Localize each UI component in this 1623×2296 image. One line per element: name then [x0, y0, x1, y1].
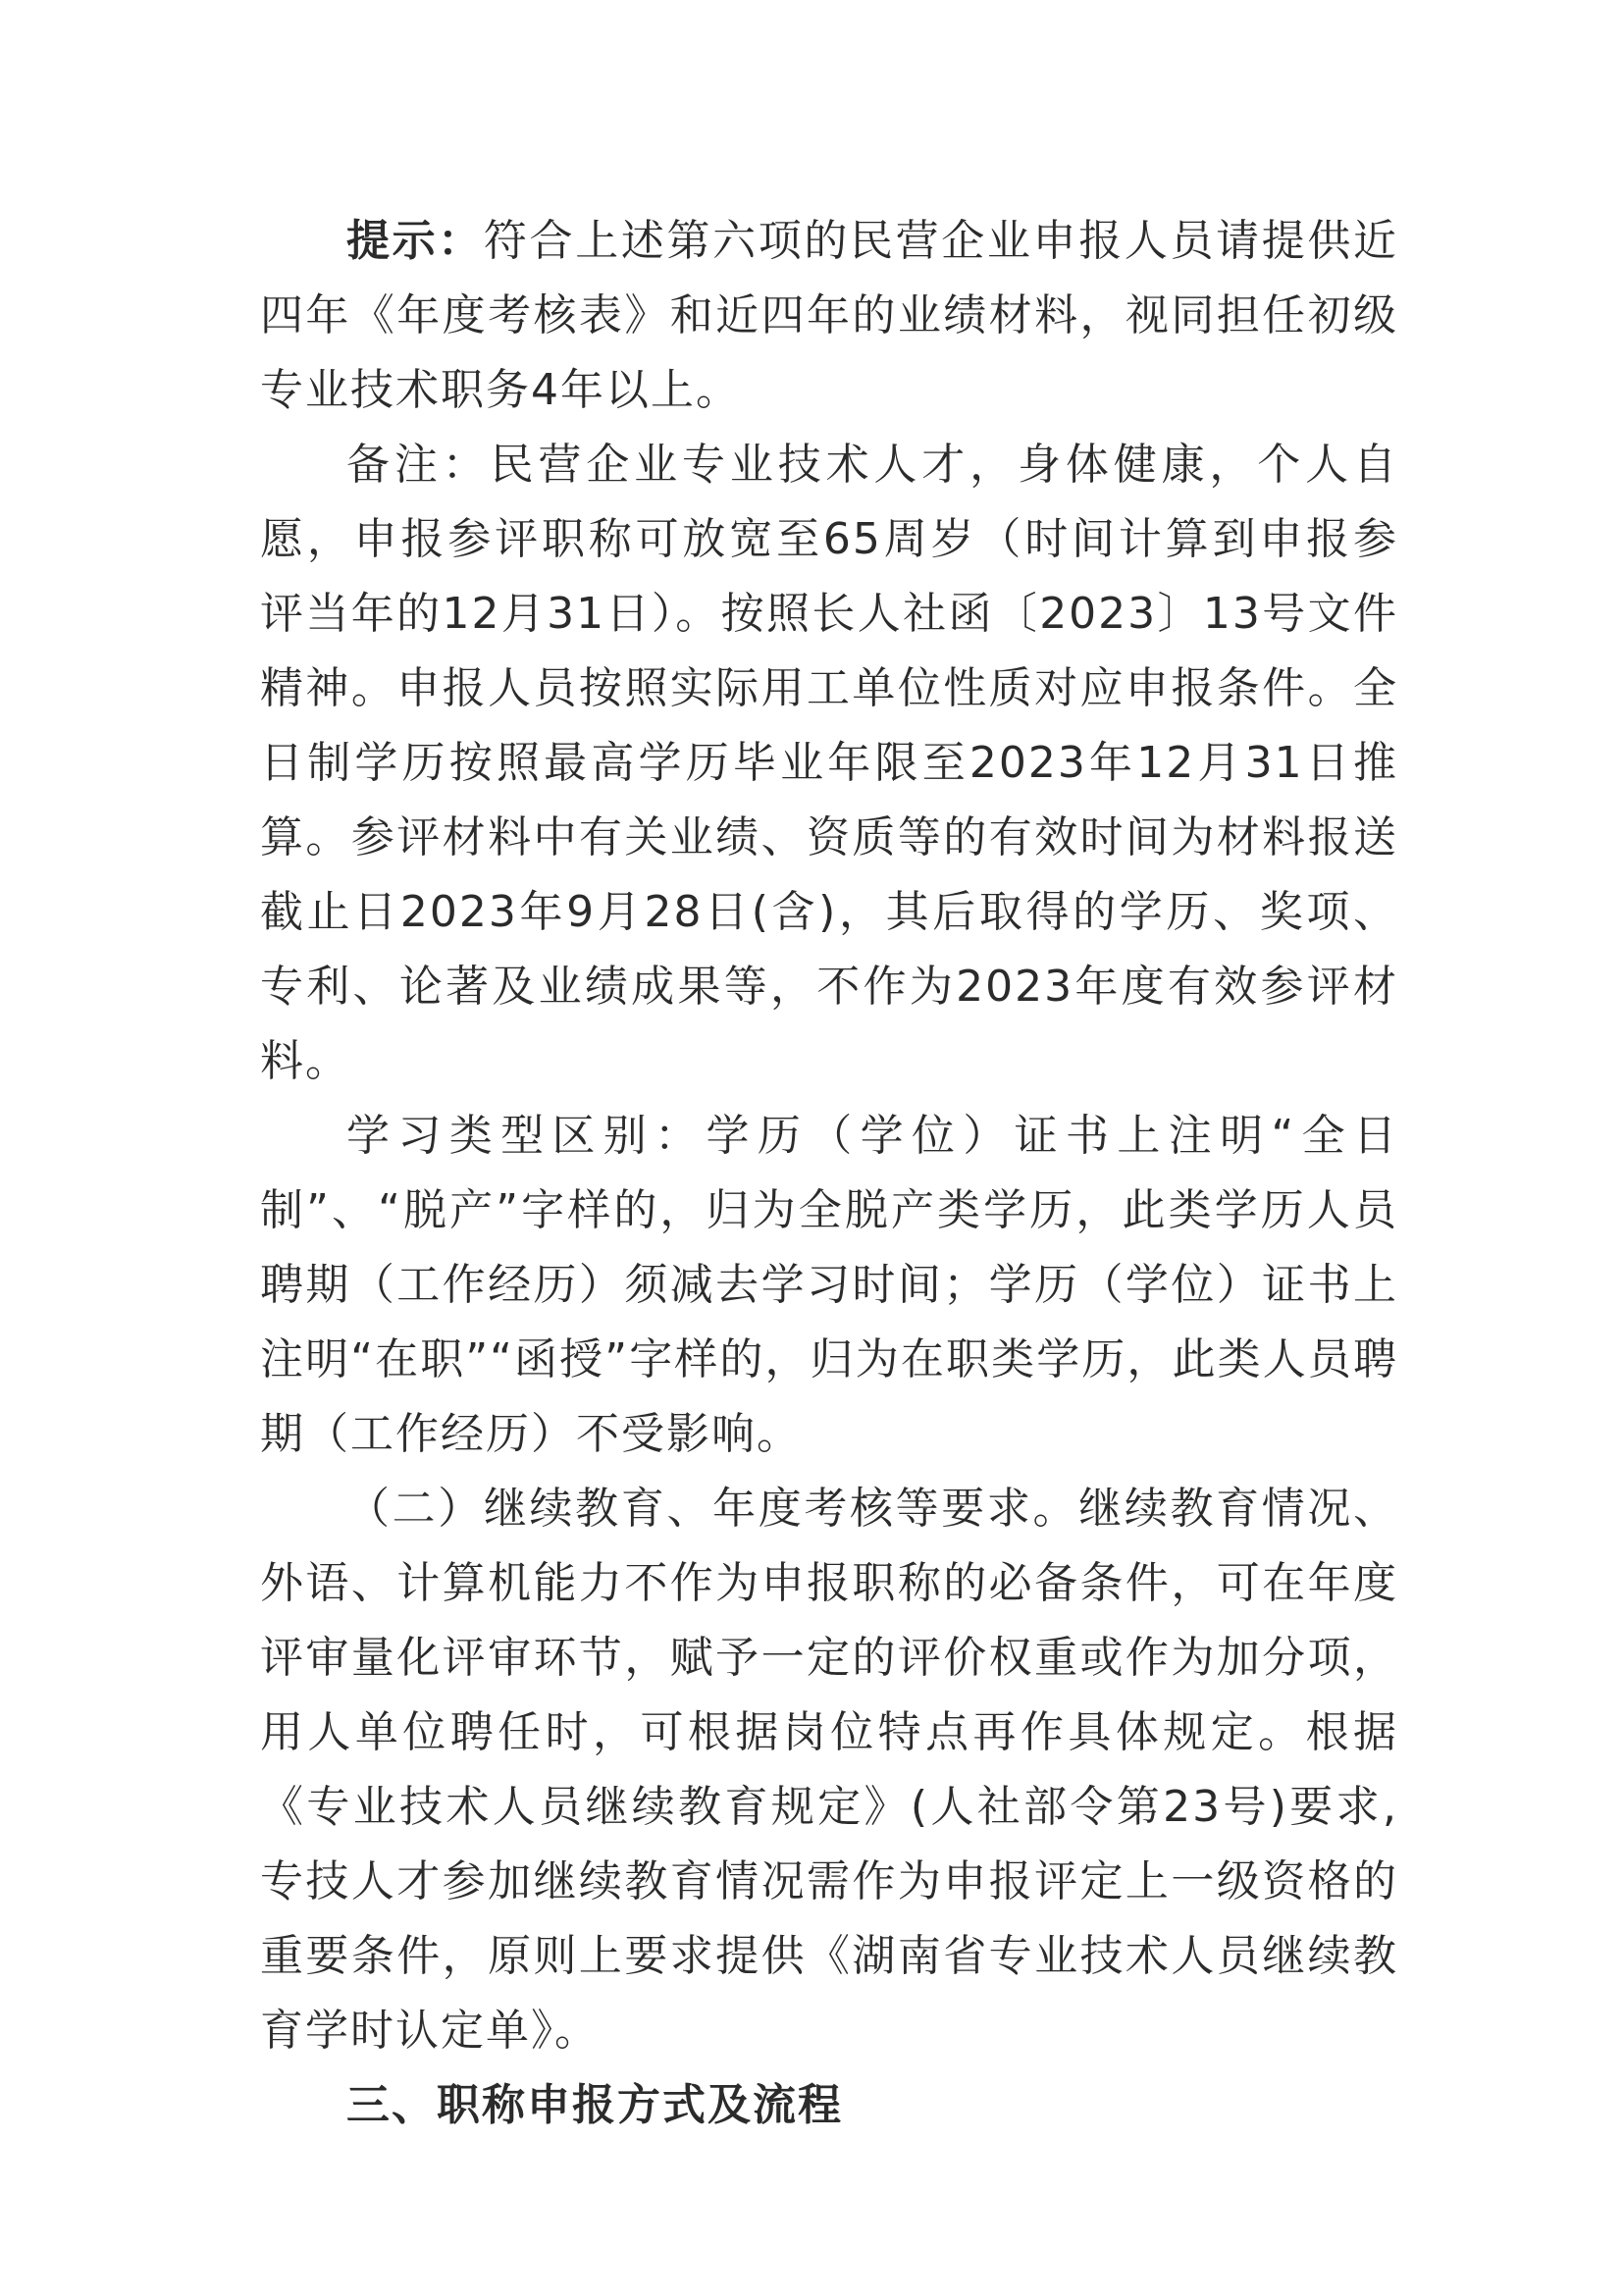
note-paragraph: 备注：民营企业专业技术人才，身体健康，个人自愿，申报参评职称可放宽至65周岁（时间计算到申报参评当年的12月31日）。按照长人社函〔2023〕13号文件精神。申报人员按照实际用工单位性质对应申报条件。全日制学历按照最高学历毕业年限至2023年12月31日推算。参评材料中有关业绩、资质等的有效时间为材料报送截止日2023年9月28日(含)，其后取得的学历、奖项、专利、论著及业绩成果等，不作为2023年度有效参评材料。 [260, 440, 1398, 1086]
tip-paragraph [260, 204, 1398, 428]
section-three-heading: 三、职称申报方式及流程 [346, 2080, 843, 2130]
tip-label: 提示： [346, 216, 484, 266]
continuing-education-paragraph: （二）继续教育、年度考核等要求。继续教育情况、外语、计算机能力不作为申报职称的必备条件，可在年度评审量化评审环节，赋予一定的评价权重或作为加分项，用人单位聘任时，可根据岗位特点再作具体规定。根据《专业技术人员继续教育规定》(人社部令第23号)要求,专技人才参加继续教育情况需作为申报评定上一级资格的重要条件，原则上要求提供《湖南省专业技术人员继续教育学时认定单》。 [260, 1484, 1398, 2056]
tip-text: 符合上述第六项的民营企业申报人员请提供近四年《年度考核表》和近四年的业绩材料，视同担任初级专业技术职务4年以上。 [260, 216, 1399, 415]
study-type-paragraph: 学习类型区别：学历（学位）证书上注明“全日制”、“脱产”字样的，归为全脱产类学历，此类学历人员聘期（工作经历）须减去学习时间；学历（学位）证书上注明“在职”“函授”字样的，归为在职类学历，此类人员聘期（工作经历）不受影响。 [260, 1111, 1398, 1459]
document-page [260, 204, 1398, 2143]
